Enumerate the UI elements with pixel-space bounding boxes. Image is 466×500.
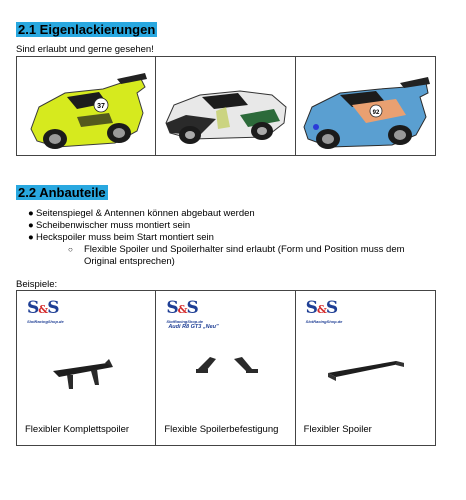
- examples-label: Beispiele:: [16, 279, 58, 290]
- sub-list-item-text: Original entsprechen): [84, 256, 175, 267]
- list-item-text: Scheibenwischer muss montiert sein: [36, 220, 191, 231]
- rules-list: [16, 208, 446, 268]
- car-cell-yellow: [17, 57, 156, 155]
- list-item-text: Heckspoiler muss beim Start montiert sein: [36, 232, 214, 243]
- car-number-label: 92: [372, 110, 379, 116]
- list-item: [16, 220, 446, 232]
- section-heading-eigenlackierungen: 2.1 Eigenlackierungen: [18, 22, 156, 37]
- section-heading-anbauteile: 2.2 Anbauteile: [18, 185, 106, 200]
- yellow-race-car-image: [17, 57, 156, 155]
- part-caption: Flexibler Spoiler: [303, 424, 372, 435]
- complete-spoiler-image: [47, 349, 127, 399]
- part-cell-complete-spoiler: [17, 291, 156, 445]
- intro-text: Sind erlaubt und gerne gesehen!: [16, 44, 154, 55]
- part-cell-spoiler: [296, 291, 435, 445]
- list-item: [16, 232, 446, 244]
- logo-subtitle: Audi R8 GT3 „Neu": [168, 324, 219, 330]
- sub-list-item-continuation: [16, 256, 446, 268]
- shop-logo: S&S SlotRacingShop.de: [305, 298, 343, 324]
- bullet-icon: ●: [28, 220, 34, 231]
- car-cell-blue: [296, 57, 435, 155]
- logo-site-text: SlotRacingShop.de: [305, 319, 343, 324]
- shop-logo: S&S SlotRacingShop.de: [27, 298, 64, 324]
- logo-site-text: SlotRacingShop.de: [166, 319, 203, 324]
- car-image-table: [16, 56, 436, 156]
- logo-site-text: SlotRacingShop.de: [27, 319, 64, 324]
- spoiler-example-table: [16, 290, 436, 446]
- list-item: [16, 208, 446, 220]
- part-cell-spoiler-mount: [156, 291, 295, 445]
- spoiler-mount-image: [194, 351, 264, 381]
- bullet-icon: ●: [28, 232, 34, 243]
- car-cell-white: [156, 57, 295, 155]
- car-number-label: 37: [97, 103, 105, 110]
- part-caption: Flexible Spoilerbefestigung: [164, 424, 279, 435]
- hollow-bullet-icon: ○: [68, 245, 73, 254]
- part-caption: Flexibler Komplettspoiler: [25, 424, 130, 435]
- sub-list-item: [16, 244, 446, 256]
- spoiler-wing-image: [324, 355, 410, 385]
- sub-list-item-text: Flexible Spoiler und Spoilerhalter sind erlaubt (Form und Position muss dem: [84, 244, 405, 255]
- shop-logo: S&S SlotRacingShop.de Audi R8 GT3 „Neu": [166, 298, 219, 330]
- bullet-icon: ●: [28, 208, 34, 219]
- list-item-text: Seitenspiegel & Antennen können abgebaut werden: [36, 208, 255, 219]
- blue-race-car-image: [296, 57, 435, 155]
- white-race-car-image: [156, 57, 295, 155]
